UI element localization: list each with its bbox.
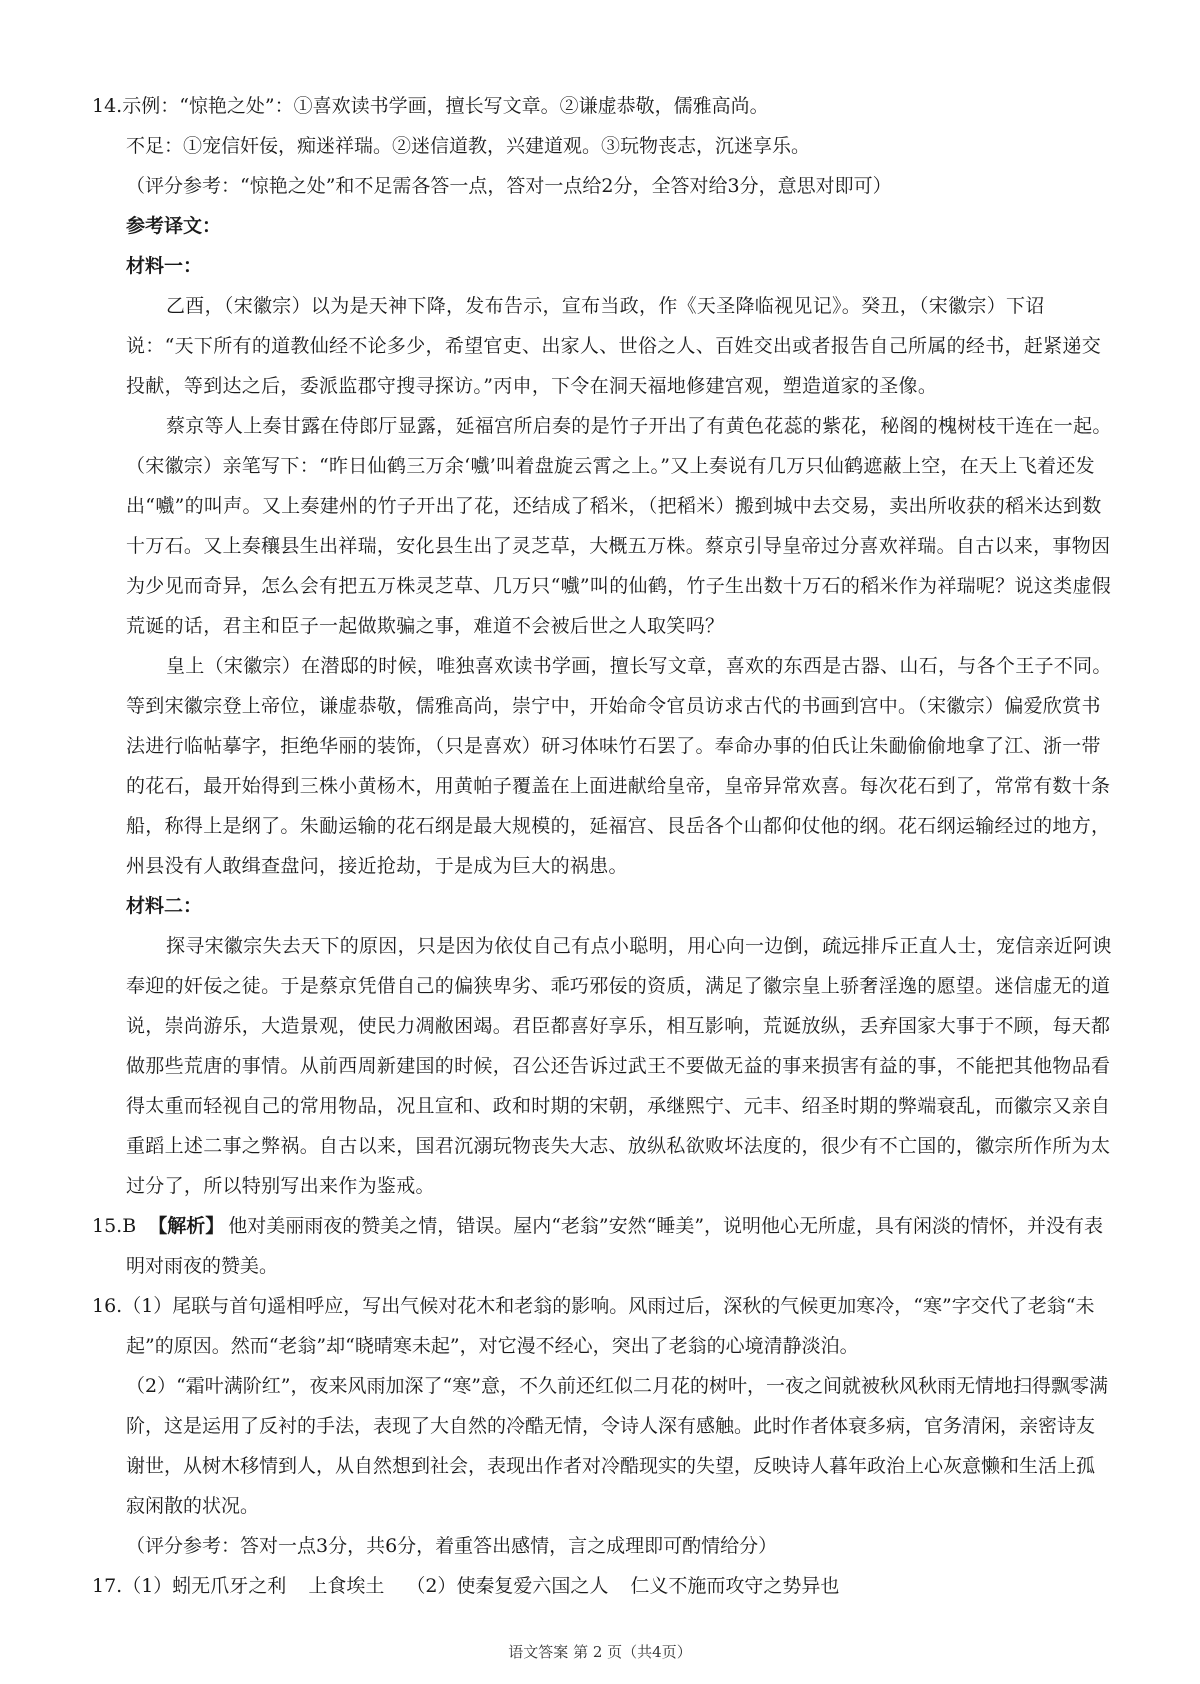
material1-heading: 材料一：	[126, 255, 203, 277]
q16-part1: 16.（1）尾联与首句遥相呼应，写出气候对花木和老翁的影响。风雨过后，深秋的气候更加寒冷，“寒”字交代了老翁“未起”的原因。然而“老翁”却“晓晴寒未起”，对它漫不经心，突出了老翁的心境清静淡泊。	[92, 1295, 1095, 1357]
q17-blank-2: 上食埃土	[308, 1575, 385, 1597]
q15-analysis-text: 他对美丽雨夜的赞美之情，错误。屋内“老翁”安然“睡美”，说明他心无所虚，具有闲淡的情怀，并没有表明对雨夜的赞美。	[126, 1215, 1104, 1277]
q16-scoring-note: （评分参考：答对一点3分，共6分，着重答出感情，言之成理即可酌情给分）	[126, 1535, 778, 1557]
q15-analysis-tag: 【解析】	[148, 1215, 225, 1237]
page-footer: 语文答案 第 2 页（共4页）	[508, 1643, 692, 1661]
material1-paragraph-2: 蔡京等人上奏甘露在侍郎厅显露，延福宫所启奏的是竹子开出了有黄色花蕊的紫花，秘阁的槐树枝干连在一起。（宋徽宗）亲笔写下：“昨日仙鹤三万余‘嚱’叫着盘旋云霄之上。”又上奏说有几万只仙鹤遮蔽上空，在天上飞着还发出“嚱”的叫声。又上奏建州的竹子开出了花，还结成了稻米，（把稻米）搬到城中去交易，卖出所收获的稻米达到数十万石。又上奏穰县生出祥瑞，安化县生出了灵芝草，大概五万株。蔡京引导皇帝过分喜欢祥瑞。自古以来，事物因为少见而奇异，怎么会有把五万株灵芝草、几万只“嚱”叫的仙鹤，竹子生出数十万石的稻米作为祥瑞呢？说这类虚假荒诞的话，君主和臣子一起做欺骗之事，难道不会被后世之人取笑吗？	[126, 415, 1112, 637]
q15-answer	[92, 1206, 1112, 1286]
q14-scoring-note: （评分参考：“惊艳之处”和不足需各答一点，答对一点给2分，全答对给3分，意思对即可）	[126, 175, 892, 197]
q17-blank-4: 仁义不施而攻守之势异也	[630, 1575, 840, 1597]
material2-paragraph: 探寻宋徽宗失去天下的原因，只是因为依仗自己有点小聪明，用心向一边倒，疏远排斥正直人士，宠信亲近阿谀奉迎的奸佞之徒。于是蔡京凭借自己的偏狭卑劣、乖巧邪佞的资质，满足了徽宗皇上骄奢淫逸的愿望。迷信虚无的道说，崇尚游乐，大造景观，使民力凋敝困竭。君臣都喜好享乐，相互影响，荒诞放纵，丢弃国家大事于不顾，每天都做那些荒唐的事情。从前西周新建国的时候，召公还告诉过武王不要做无益的事来损害有益的事，不能把其他物品看得太重而轻视自己的常用物品，况且宣和、政和时期的宋朝，承继熙宁、元丰、绍圣时期的弊端衰乱，而徽宗又亲自重蹈上述二事之弊祸。自古以来，国君沉溺玩物丧失大志、放纵私欲败坏法度的，很少有不亡国的，徽宗所作所为太过分了，所以特别写出来作为鉴戒。	[126, 935, 1112, 1197]
q17-blank-1: 17.（1）蚓无爪牙之利	[92, 1575, 287, 1597]
q14-example-line: 14.示例：“惊艳之处”：①喜欢读书学画，擅长写文章。②谦虚恭敬，儒雅高尚。	[92, 95, 769, 117]
translation-heading: 参考译文：	[126, 215, 222, 237]
material2-heading: 材料二：	[126, 895, 203, 917]
material1-paragraph-1: 乙酉，（宋徽宗）以为是天神下降，发布告示，宣布当政，作《天圣降临视见记》。癸丑，（宋徽宗）下诏说：“天下所有的道教仙经不论多少，希望官吏、出家人、世俗之人、百姓交出或者报告自己所属的经书，赶紧递交投献，等到达之后，委派监郡守搜寻探访。”丙申，下令在洞天福地修建宫观，塑造道家的圣像。	[126, 295, 1102, 397]
q17-blank-3: （2）使秦复爱六国之人	[406, 1575, 609, 1597]
q14-shortcomings-line: 不足：①宠信奸佞，痴迷祥瑞。②迷信道教，兴建道观。③玩物丧志，沉迷享乐。	[126, 135, 811, 157]
q16-part2: （2）“霜叶满阶红”，夜来风雨加深了“寒”意，不久前还红似二月花的树叶，一夜之间就被秋风秋雨无情地扫得飘零满阶，这是运用了反衬的手法，表现了大自然的冷酷无情，令诗人深有感触。此时作者体衰多病，官务清闲，亲密诗友谢世，从树木移情到人，从自然想到社会，表现出作者对冷酷现实的失望，反映诗人暮年政治上心灰意懒和生活上孤寂闲散的状况。	[126, 1375, 1108, 1517]
material1-paragraph-3: 皇上（宋徽宗）在潜邸的时候，唯独喜欢读书学画，擅长写文章，喜欢的东西是古器、山石，与各个王子不同。等到宋徽宗登上帝位，谦虚恭敬，儒雅高尚，崇宁中，开始命令官员访求古代的书画到宫中。（宋徽宗）偏爱欣赏书法进行临帖摹字，拒绝华丽的装饰，（只是喜欢）研习体味竹石罢了。奉命办事的伯氏让朱勔偷偷地拿了江、浙一带的花石，最开始得到三株小黄杨木，用黄帕子覆盖在上面进献给皇帝，皇帝异常欢喜。每次花石到了，常常有数十条船，称得上是纲了。朱勔运输的花石纲是最大规模的，延福宫、艮岳各个山都仰仗他的纲。花石纲运输经过的地方，州县没有人敢缉查盘问，接近抢劫，于是成为巨大的祸患。	[126, 655, 1112, 877]
answer-content	[92, 86, 1112, 1606]
q15-number: 15.B	[92, 1215, 137, 1237]
q17-answer	[92, 1566, 1112, 1606]
